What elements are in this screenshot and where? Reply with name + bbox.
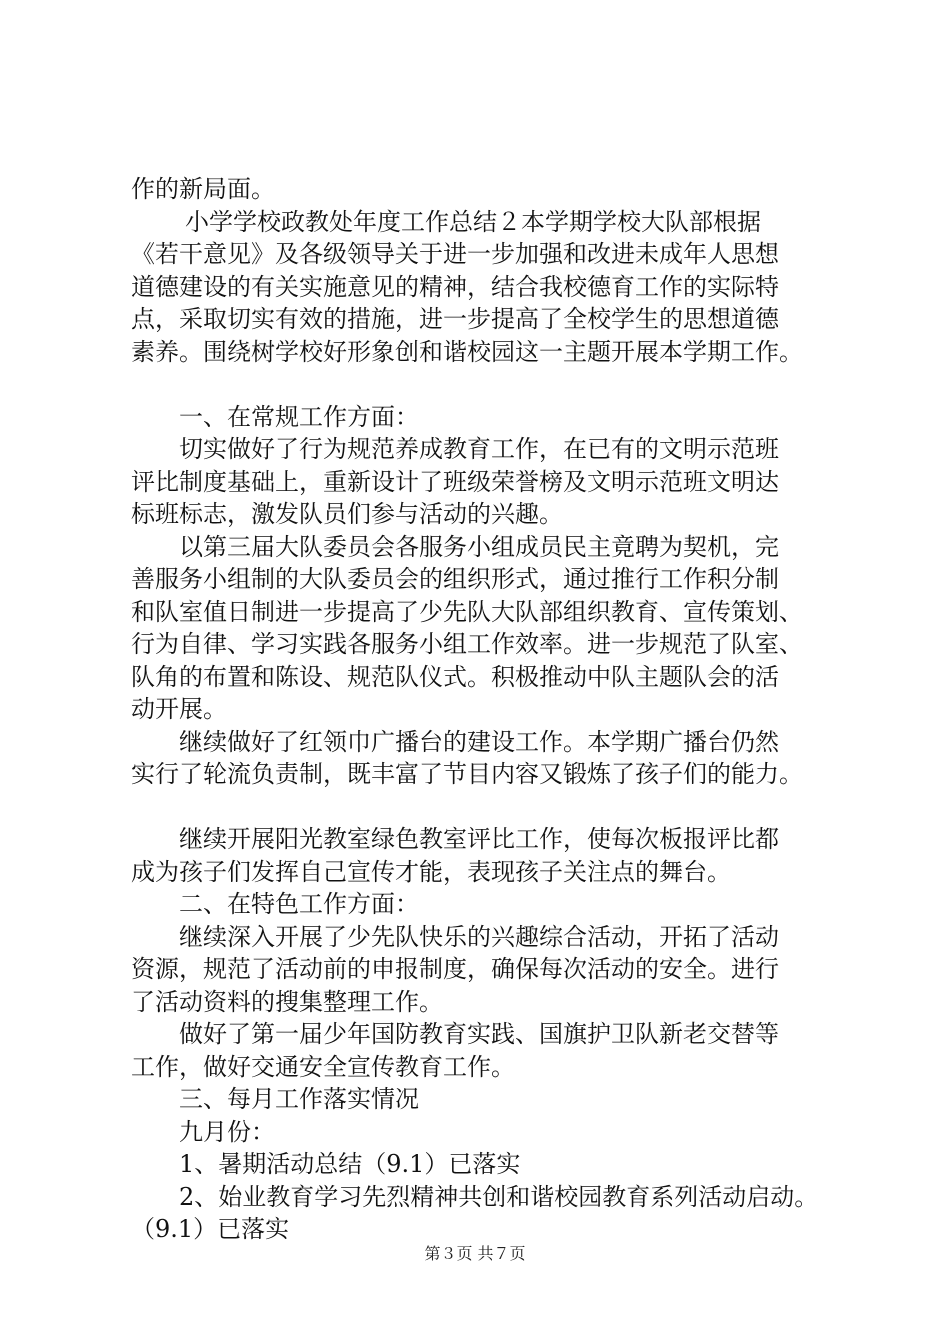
- text-line: 做好了第一届少年国防教育实践、国旗护卫队新老交替等: [179, 1020, 779, 1048]
- text-line: 了活动资料的搜集整理工作。: [131, 987, 443, 1016]
- text-line: 小学学校政教处年度工作总结２本学期学校大队部根据: [185, 207, 761, 236]
- blank-line: [131, 791, 851, 824]
- text-line: 点，采取切实有效的措施，进一步提高了全校学生的思想道德: [131, 305, 779, 333]
- text-line: 评比制度基础上，重新设计了班级荣誉榜及文明示范班文明达: [131, 467, 779, 496]
- text-line: 以第三届大队委员会各服务小组成员民主竟聘为契机，完: [179, 532, 779, 561]
- list-item: 2、始业教育学习先烈精神共创和谐校园教育系列活动启动。: [179, 1182, 819, 1211]
- text-line: 动开展。: [131, 695, 227, 723]
- text-line: 《若干意见》及各级领导关于进一步加强和改进未成年人思想: [131, 240, 779, 268]
- text-line: 标班标志，激发队员们参与活动的兴趣。: [131, 500, 563, 528]
- text-line: 工作，做好交通安全宣传教育工作。: [131, 1052, 515, 1081]
- text-line: 九月份：: [179, 1117, 275, 1146]
- text-line: 切实做好了行为规范养成教育工作，在已有的文明示范班: [179, 435, 779, 463]
- text-line: 继续做好了红领巾广播台的建设工作。本学期广播台仍然: [179, 727, 779, 756]
- blank-line: [131, 368, 851, 401]
- text-line: 道德建设的有关实施意见的精神，结合我校德育工作的实际特: [131, 272, 779, 301]
- document-body: [131, 173, 851, 1246]
- section-heading: 二、在特色工作方面：: [179, 890, 419, 918]
- text-line: 资源，规范了活动前的申报制度，确保每次活动的安全。进行: [131, 955, 779, 983]
- text-line: 作的新局面。: [131, 175, 275, 203]
- section-heading: 三、每月工作落实情况: [179, 1085, 419, 1113]
- text-line: 素养。围绕树学校好形象创和谐校园这一主题开展本学期工作。: [131, 337, 803, 366]
- text-line: 继续开展阳光教室绿色教室评比工作，使每次板报评比都: [179, 825, 779, 853]
- page-footer: 第３页 共７页: [424, 1244, 526, 1263]
- text-line: 继续深入开展了少先队快乐的兴趣综合活动，开拓了活动: [179, 922, 779, 951]
- list-item: 1、暑期活动总结（9.1）已落实: [179, 1150, 521, 1178]
- section-heading: 一、在常规工作方面：: [179, 402, 419, 431]
- text-line: 和队室值日制进一步提高了少先队大队部组织教育、宣传策划、: [131, 597, 803, 626]
- text-line: 善服务小组制的大队委员会的组织形式，通过推行工作积分制: [131, 565, 779, 593]
- text-line: 成为孩子们发挥自己宣传才能，表现孩子关注点的舞台。: [131, 857, 731, 886]
- text-line: 行为自律、学习实践各服务小组工作效率。进一步规范了队室、: [131, 630, 803, 658]
- text-line: 队角的布置和陈设、规范队仪式。积极推动中队主题队会的活: [131, 662, 779, 691]
- text-line: 实行了轮流负责制，既丰富了节目内容又锻炼了孩子们的能力。: [131, 760, 803, 788]
- text-line: （9.1）已落实: [131, 1215, 290, 1243]
